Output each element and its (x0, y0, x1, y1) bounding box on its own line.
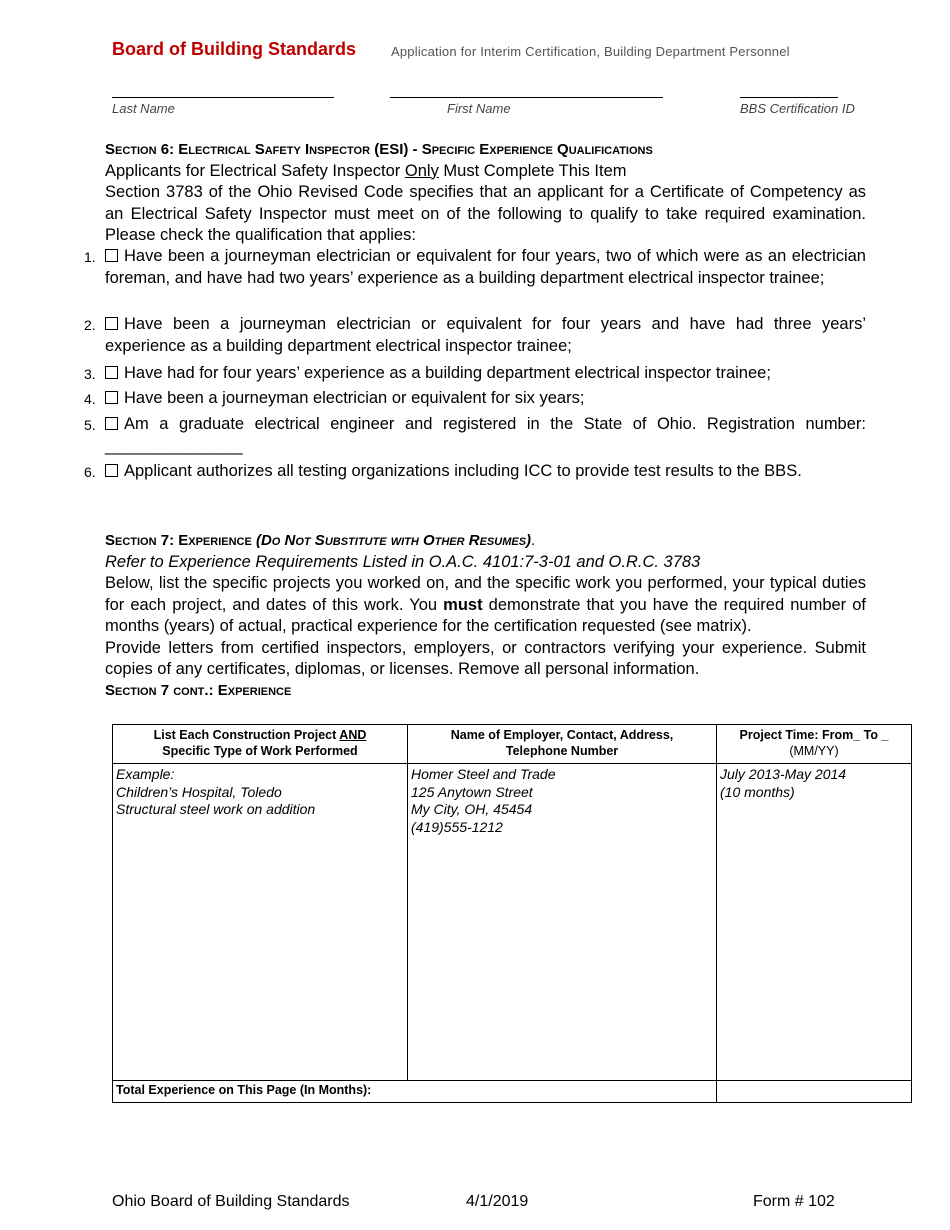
column-header-employer (408, 725, 717, 764)
item-6-number: 6. (84, 464, 96, 480)
example-work: Structural steel work on addition (116, 801, 316, 817)
example-city: My City, OH, 45454 (411, 801, 533, 817)
section6-only-line (105, 161, 866, 183)
section6-heading: Section 6: Electrical Safety Inspector (ESI) - Specific Experience Qualifications (105, 141, 653, 158)
item-2-text: Have been a journeyman electrician or equivalent for four years and have had three years’ experience as a building department electrical inspector trainee; (105, 315, 866, 355)
section7-heading-main: Section 7: Experience (105, 532, 256, 549)
checkbox-1[interactable] (105, 249, 118, 262)
qualification-item-4 (105, 388, 866, 410)
qualification-item-1 (105, 246, 866, 289)
checkbox-3[interactable] (105, 366, 118, 379)
example-project: Children’s Hospital, Toledo (116, 783, 282, 800)
table-header-row (113, 725, 912, 764)
example-label: Example: (116, 766, 175, 782)
item-3-text: Have had for four years’ experience as a building department electrical inspector trainee; (124, 364, 771, 382)
section6-block (105, 139, 866, 247)
document-title: Application for Interim Certification, Building Department Personnel (391, 44, 790, 59)
section6-intro: Section 3783 of the Ohio Revised Code specifies that an applicant for a Certificate of Competency as an Electrical Safety Inspector must meet on of the following to qualify to take required examination. Please check the qualification that applies: (105, 183, 866, 244)
column-header-project (113, 725, 408, 764)
col2-line1: Name of Employer, Contact, Address, (450, 728, 674, 742)
item-2-number: 2. (84, 317, 96, 333)
item-1-text: Have been a journeyman electrician or equivalent for four years, two of which were as an electrician foreman, and have had two years’ experience as a building department electrical inspector trainee; (105, 247, 866, 287)
time-cell[interactable] (717, 764, 912, 1081)
p1-pre: Below, list the specific projects you worked on, and the specific work you performed, your typical duties for each project, and dates of this work. You (105, 574, 866, 614)
section7-heading-end: . (531, 532, 536, 549)
item-4-text: Have been a journeyman electrician or equivalent for six years; (124, 389, 585, 407)
only-word: Only (404, 161, 439, 180)
section7-cont-heading: Section 7 cont.: Experience (105, 681, 292, 699)
section7-paragraph-2: Provide letters from certified inspectors, employers, or contractors verifying your experience. Submit copies of any certificates, diplomas, or licenses. Remove all personal information. (105, 638, 866, 678)
col1-post: Specific Type of Work Performed (162, 744, 358, 758)
employer-cell[interactable] (408, 764, 717, 1081)
total-label: Total Experience on This Page (In Months): (113, 1081, 717, 1103)
section7-heading-italic: (Do Not Substitute with Other Resumes) (255, 532, 532, 549)
item-6-text: Applicant authorizes all testing organizations including ICC to provide test results to the BBS. (124, 462, 802, 480)
checkbox-5[interactable] (105, 417, 118, 430)
total-row (113, 1081, 912, 1103)
column-header-time (717, 725, 912, 764)
section7-heading (105, 530, 866, 552)
table-row (113, 764, 912, 1081)
only-line-pre: Applicants for Electrical Safety Inspector (105, 161, 405, 180)
first-name-line[interactable] (390, 97, 663, 98)
col1-and: AND (339, 728, 367, 742)
item-5-text: Am a graduate electrical engineer and registered in the State of Ohio. Registration number: _______________ (105, 415, 866, 455)
section7-refer: Refer to Experience Requirements Listed in O.A.C. 4101:7-3-01 and O.R.C. 3783 (105, 552, 701, 571)
col3-line1: Project Time: From_ To _ (739, 728, 889, 742)
section7-block (105, 530, 866, 700)
item-4-number: 4. (84, 391, 96, 407)
total-months-cell[interactable] (717, 1081, 912, 1103)
example-duration: (10 months) (720, 783, 795, 800)
bbs-id-label: BBS Certification ID (740, 101, 855, 116)
qualification-item-5 (105, 414, 866, 457)
checkbox-2[interactable] (105, 317, 118, 330)
example-dates: July 2013-May 2014 (720, 766, 847, 782)
example-phone: (419)555-1212 (411, 818, 503, 835)
footer-form-number: Form # 102 (753, 1193, 835, 1210)
project-cell[interactable] (113, 764, 408, 1081)
item-1-number: 1. (84, 249, 96, 265)
example-address: 125 Anytown Street (411, 783, 533, 800)
qualification-item-6 (105, 461, 866, 483)
brand-title: Board of Building Standards (112, 39, 357, 59)
example-employer: Homer Steel and Trade (411, 766, 556, 782)
col3-line2: (MM/YY) (789, 744, 839, 758)
item-5-number: 5. (84, 417, 96, 433)
p1-must: must (443, 595, 483, 614)
footer-org: Ohio Board of Building Standards (112, 1193, 350, 1210)
first-name-label: First Name (447, 101, 511, 116)
qualification-item-3 (105, 363, 866, 385)
checkbox-6[interactable] (105, 464, 118, 477)
col2-line2: Telephone Number (505, 744, 619, 758)
checkbox-4[interactable] (105, 391, 118, 404)
last-name-label: Last Name (112, 101, 175, 116)
col1-pre: List Each Construction Project (153, 728, 340, 742)
last-name-line[interactable] (112, 97, 334, 98)
bbs-id-line[interactable] (740, 97, 838, 98)
experience-table (112, 724, 912, 1103)
only-line-post: Must Complete This Item (438, 161, 627, 180)
section7-paragraph-1 (105, 573, 866, 638)
footer-date: 4/1/2019 (466, 1193, 529, 1210)
p1-post: demonstrate that you have the required number of months (years) of actual, practical experience for the certification requested (see matrix). (105, 595, 867, 635)
qualification-item-2 (105, 314, 866, 357)
item-3-number: 3. (84, 366, 96, 382)
